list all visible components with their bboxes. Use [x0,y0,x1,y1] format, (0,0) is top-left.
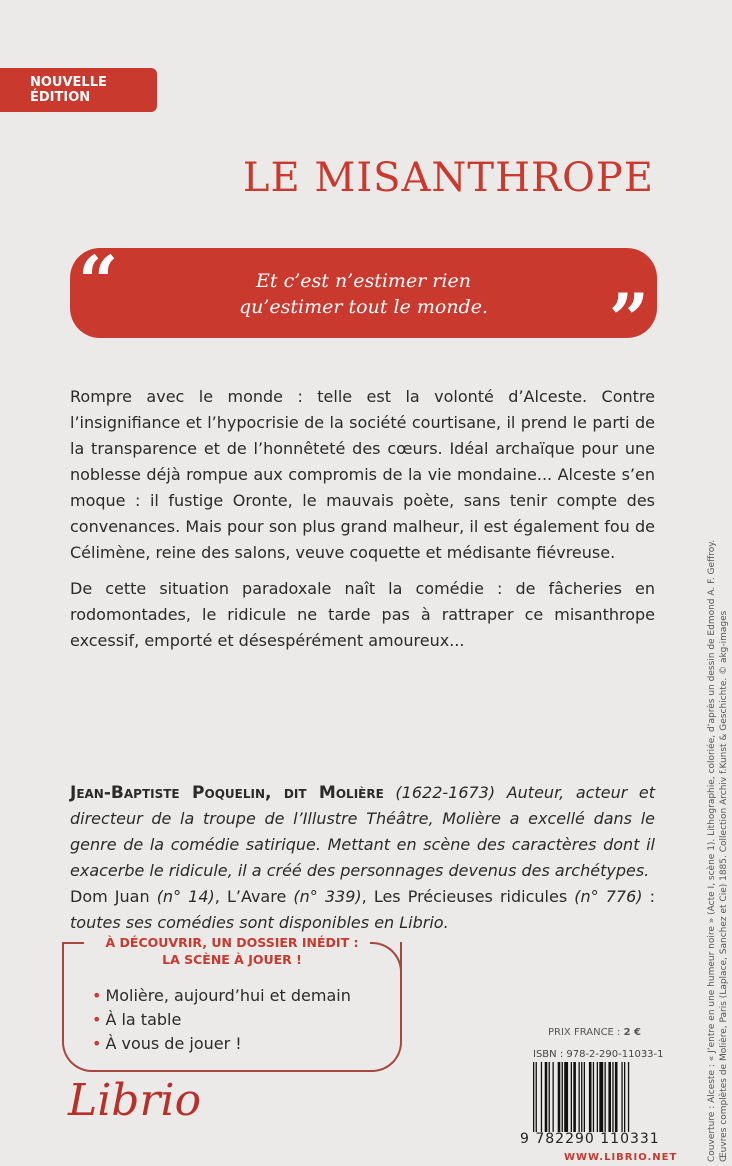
dossier-subheading: LA SCÈNE À JOUER ! [162,952,302,967]
credit-line: Couverture : Alceste : « J’entre en une humeur noire » (Acte I, scène 1). Lithographie, coloriée, d’après un dessin de Edmond A. F. Geffroy. [707,539,717,1162]
barcode-bar [562,1062,563,1132]
summary-paragraph: De cette situation paradoxale naît la comédie : de fâcheries en rodomontades, le ridicule ne tarde pas à rattraper ce misanthrope excessif, emporté et désespérément amoureux... [70,579,655,650]
barcode-bar [536,1062,537,1132]
credit-line: Œuvres complètes de Molière, Paris (Laplace, Sanchez et Cie) 1885. Collection Archiv f.Kunst & Geschichte. © akg-images [719,610,729,1162]
author-dates: (1622-1673) [395,783,496,802]
bullet-icon: • [92,1034,102,1053]
summary-paragraph: Rompre avec le monde : telle est la volonté d’Alceste. Contre l’insignifiance et l’hypocrisie de la société courtisane, il prend le parti de la transparence et de l’honnêteté des cœurs. Idéal archaïque pour une noblesse déjà rompue aux compromis de la vie mondaine... Alceste s’en moque : il fustige Oronte, le mauvais poète, sans tenir compte des convenances. Mais pour son plus grand malheur, il est également fou de Célimène, reine des salons, veuve coquette et médisante fiévreuse. [70,387,655,562]
list-item: • À la table [92,1010,182,1029]
open-quote-icon: “ [78,240,119,323]
website-link[interactable]: WWW.LIBRIO.NET [564,1152,678,1163]
barcode-bar [541,1062,542,1132]
barcode-bar [628,1062,629,1132]
barcode-bar [558,1062,561,1132]
work-title: Dom Juan [70,887,150,906]
barcode-number: 9 782290 110331 [520,1131,660,1147]
work-number: (n° 339) [293,887,362,906]
dossier-heading: À DÉCOUVRIR, UN DOSSIER INÉDIT : [105,935,359,950]
close-quote-icon: ” [608,278,649,361]
barcode-bar [579,1062,580,1132]
barcode-bar [533,1062,534,1132]
book-title: LE MISANTHROPE [242,155,654,201]
author-bio: Jean-Baptiste Poquelin, dit Molière (1622-1673) Auteur, acteur et directeur de la troupe de l’Illustre Théâtre, Molière a excellé dans le genre de la comédie satirique. Mettant en scène des caractères dont il exacerbe le ridicule, il a créé des personnages devenus des archétypes. Dom Juan (n° 14), L’Avare (n° 339), Les Précieuses ridicules (n° 776) : toutes ses comédies sont disponibles en Librio. [70,783,656,932]
list-item: • Molière, aujourd’hui et demain [92,986,351,1005]
barcode-bar [593,1062,594,1132]
new-edition-badge [0,68,157,112]
barcode-bar [599,1062,603,1132]
barcode-bar [584,1062,585,1132]
barcode-bar [597,1062,598,1132]
barcode-bar [573,1062,576,1132]
quote-banner [70,240,657,361]
quote-line2: qu’estimer tout le monde. [238,296,488,318]
list-item: • À vous de jouer ! [92,1034,242,1053]
price: PRIX FRANCE : 2 € [548,1027,642,1038]
work-number: (n° 776) [574,887,643,906]
quote-line1: Et c’est n’estimer rien [256,270,471,292]
work-title: Les Précieuses ridicules [373,887,568,906]
barcode-bar [545,1062,548,1132]
work-title: L’Avare [226,887,287,906]
barcode-bar [608,1062,611,1132]
works-note: toutes ses comédies sont disponibles en Librio. [70,913,449,932]
barcode [533,1062,700,1132]
barcode-bar [621,1062,622,1132]
barcode-bar [549,1062,550,1132]
bullet-icon: • [92,986,102,1005]
barcode-bar [564,1062,568,1132]
dossier-box [62,935,402,1072]
barcode-bar [571,1062,572,1132]
badge-line1: NOUVELLE [30,75,107,90]
barcode-bar [605,1062,606,1132]
work-number: (n° 14) [156,887,215,906]
barcode-bar [615,1062,618,1132]
barcode-bar [612,1062,613,1132]
barcode-bar [589,1062,592,1132]
barcode-bar [624,1062,625,1132]
bullet-icon: • [92,1010,102,1029]
barcode-bar [581,1062,582,1132]
author-description: Auteur, acteur et directeur de la troupe de l’Illustre Théâtre, Molière a excellé dans le genre de la comédie satirique. Mettant en scène des caractères dont il exacerbe le ridicule, il a créé des personnages devenus des archétypes. [70,783,656,880]
isbn: ISBN : 978-2-290-11033-1 [533,1049,664,1060]
barcode-bar [553,1062,554,1132]
dossier-list [92,984,351,1056]
author-name: Jean-Baptiste Poquelin, dit Molière [70,783,384,803]
summary [70,384,655,664]
badge-line2: ÉDITION [30,90,91,105]
librio-logo: Librio [68,1075,202,1126]
cover-credit [706,539,730,1162]
